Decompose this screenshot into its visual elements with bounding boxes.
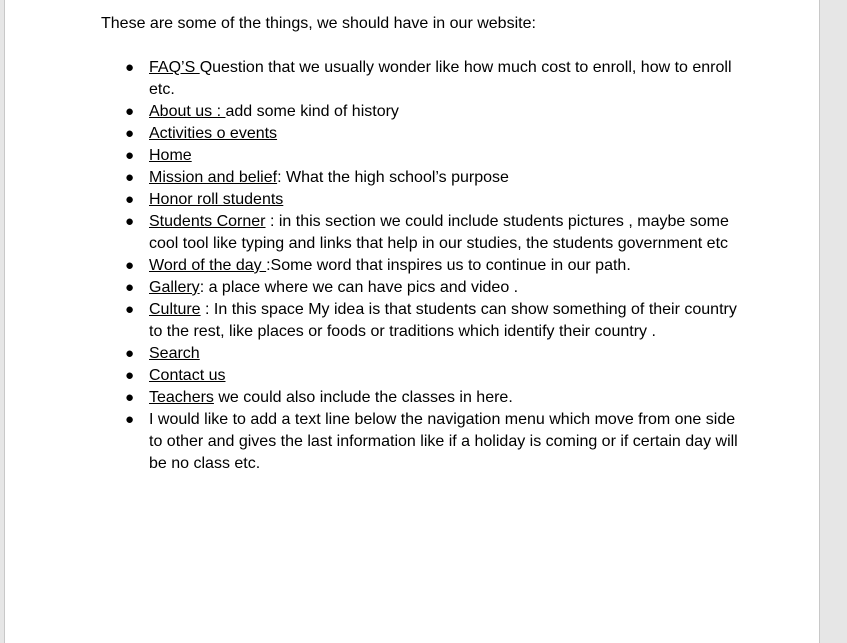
list-item	[125, 123, 739, 145]
list-item	[125, 365, 739, 387]
bullet-icon: ●	[125, 279, 135, 296]
bullet-icon: ●	[125, 345, 135, 362]
item-label: Honor roll students	[149, 191, 284, 208]
item-label: Mission and belief	[149, 169, 278, 186]
item-label: FAQ’S	[149, 59, 200, 76]
item-label: Activities o events	[149, 125, 278, 142]
list-item	[125, 101, 739, 123]
item-label: About us :	[149, 103, 226, 120]
list-item	[125, 343, 739, 365]
item-label: Culture	[149, 301, 201, 318]
intro-paragraph: These are some of the things, we should have in our website:	[101, 15, 536, 32]
list-item	[125, 299, 739, 343]
item-label: Home	[149, 147, 192, 164]
item-text: add some kind of history	[225, 103, 399, 120]
item-text: : a place where we can have pics and video .	[199, 279, 519, 296]
bullet-icon: ●	[125, 389, 135, 406]
item-text: Question that we usually wonder like how much cost to enroll, how to enroll etc.	[149, 59, 732, 98]
bullet-icon: ●	[125, 59, 135, 76]
item-label: Contact us	[149, 367, 226, 384]
item-text: : What the high school’s purpose	[277, 169, 509, 186]
item-label: Word of the day	[149, 257, 267, 274]
item-label: Teachers	[149, 389, 214, 406]
item-text: :Some word that inspires us to continue in our path.	[266, 257, 631, 274]
bullet-icon: ●	[125, 411, 135, 428]
list-item	[125, 255, 739, 277]
bullet-icon: ●	[125, 301, 135, 318]
list-item	[125, 211, 739, 255]
bullet-icon: ●	[125, 213, 135, 230]
list-item	[125, 57, 739, 101]
bullet-icon: ●	[125, 147, 135, 164]
bullet-icon: ●	[125, 367, 135, 384]
list-item	[125, 167, 739, 189]
list-item	[125, 277, 739, 299]
bullet-icon: ●	[125, 191, 135, 208]
bullet-list	[125, 57, 739, 475]
bullet-icon: ●	[125, 103, 135, 120]
item-text: : in this section we could include students pictures , maybe some cool tool like typing and links that help in our studies, the students government etc	[149, 213, 729, 252]
item-label: Gallery	[149, 279, 200, 296]
item-label: Search	[149, 345, 200, 362]
bullet-icon: ●	[125, 169, 135, 186]
list-item	[125, 189, 739, 211]
item-text: I would like to add a text line below the navigation menu which move from one side to other and gives the last information like if a holiday is coming or if certain day will be no class etc.	[149, 411, 738, 472]
list-item	[125, 145, 739, 167]
list-item	[125, 409, 739, 475]
list-item	[125, 387, 739, 409]
bullet-icon: ●	[125, 125, 135, 142]
document-page	[4, 0, 820, 643]
item-label: Students Corner	[149, 213, 266, 230]
bullet-icon: ●	[125, 257, 135, 274]
item-text: we could also include the classes in here.	[213, 389, 513, 406]
item-text: : In this space My idea is that students can show something of their country to the rest, like places or foods or traditions which identify their country .	[149, 301, 737, 340]
